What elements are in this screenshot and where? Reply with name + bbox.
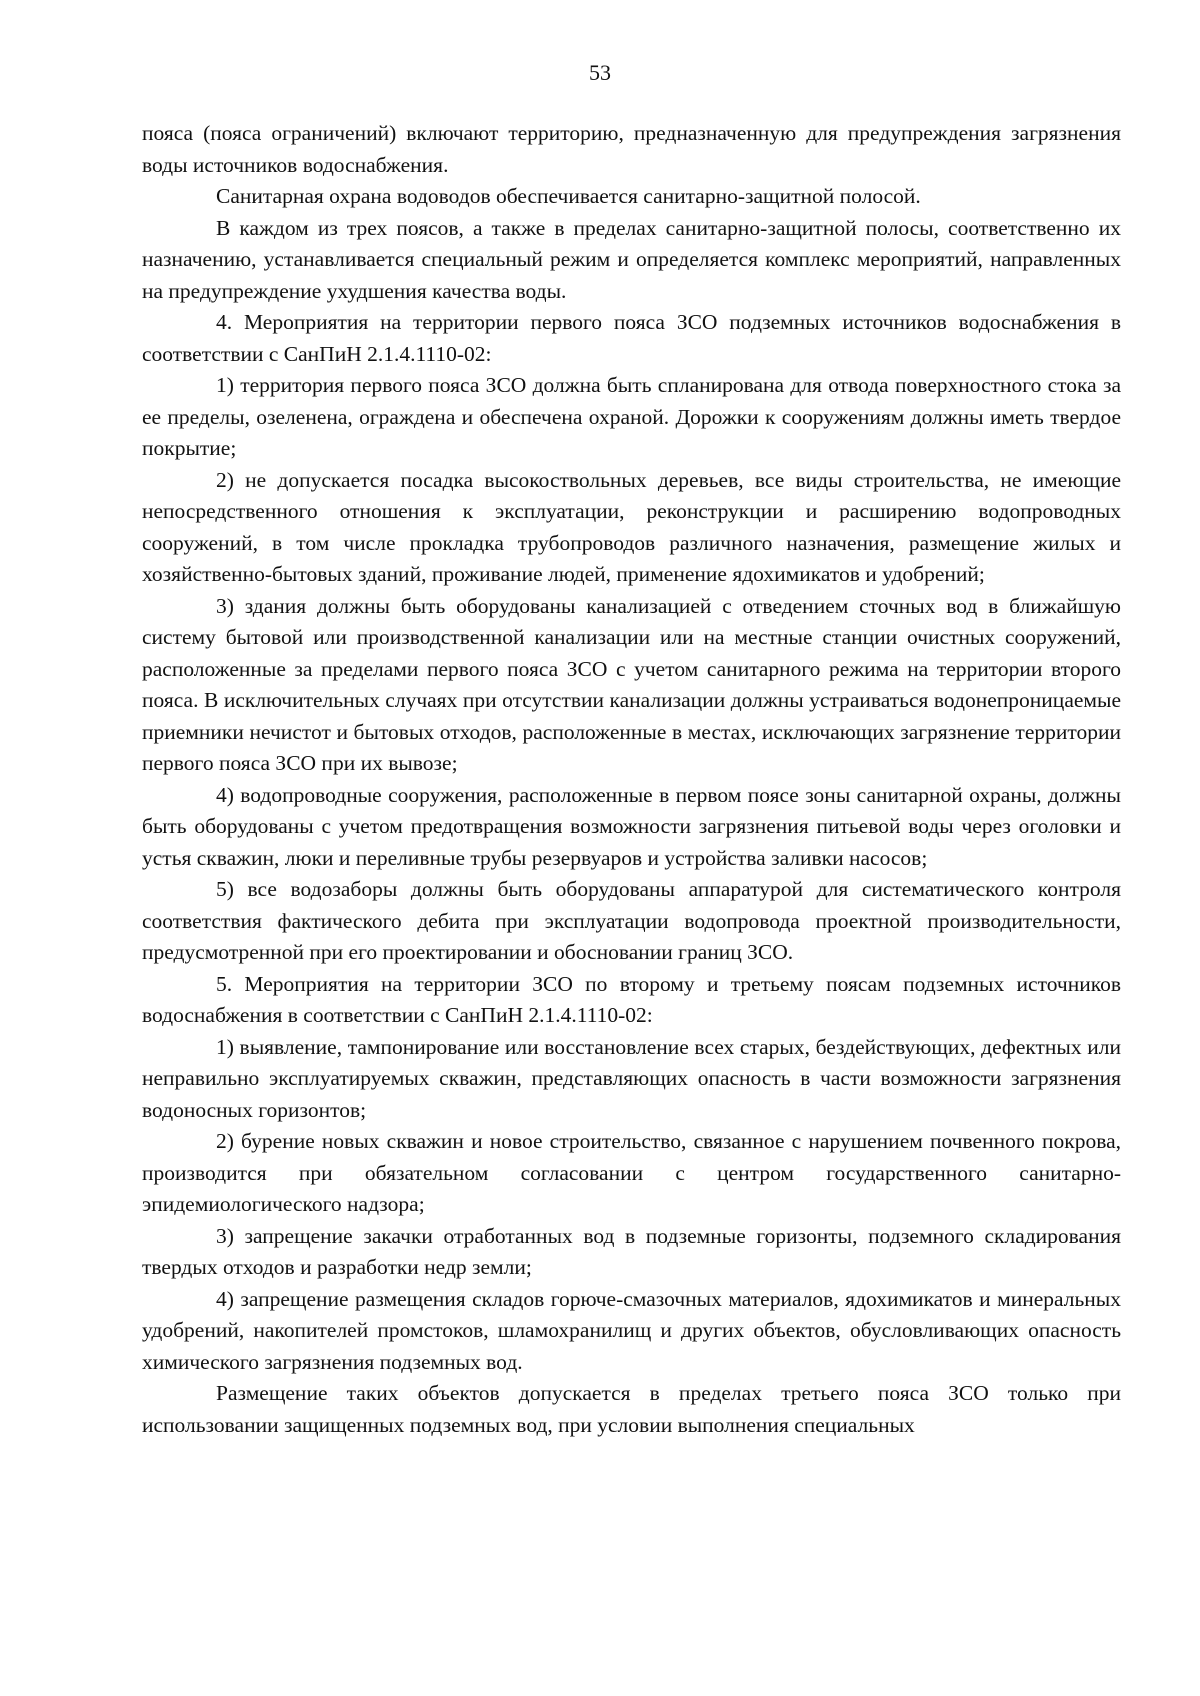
list-item-5-4: 4) запрещение размещения складов горюче-смазочных материалов, ядохимикатов и минеральных удобрений, накопителей промстоков, шламохранилищ и других объектов, обусловливающих опасность химического загрязнения подземных вод. xyxy=(142,1286,1121,1374)
list-item-4-3: 3) здания должны быть оборудованы канализацией с отведением сточных вод в ближайшую систему бытовой или производственной канализации или на местные станции очистных сооружений, расположенные за пределами первого пояса ЗСО с учетом санитарного режима на территории второго пояса. В исключительных случаях при отсутствии канализации должны устраиваться водонепроницаемые приемники нечистот и бытовых отходов, расположенные в местах, исключающих загрязнение территории первого пояса ЗСО при их вывозе; xyxy=(142,593,1121,775)
document-body xyxy=(142,118,1121,1441)
list-item-4-4: 4) водопроводные сооружения, расположенные в первом поясе зоны санитарной охраны, должны быть оборудованы с учетом предотвращения возможности загрязнения питьевой воды через оголовки и устья скважин, люки и переливные трубы резервуаров и устройства заливки насосов; xyxy=(142,782,1121,870)
list-item-5-2: 2) бурение новых скважин и новое строительство, связанное с нарушением почвенного покрова, производится при обязательном согласовании с центром государственного санитарно-эпидемиологического надзора; xyxy=(142,1129,1121,1216)
paragraph-continuation: пояса (пояса ограничений) включают территорию, предназначенную для предупреждения загрязнения воды источников водоснабжения. xyxy=(142,121,1121,177)
list-item-4-1: 1) территория первого пояса ЗСО должна быть спланирована для отвода поверхностного стока за ее пределы, озеленена, ограждена и обеспечена охраной. Дорожки к сооружениям должны иметь твердое покрытие; xyxy=(142,373,1121,460)
list-item-5-3: 3) запрещение закачки отработанных вод в подземные горизонты, подземного складирования твердых отходов и разработки недр земли; xyxy=(142,1223,1121,1279)
list-item-4-5: 5) все водозаборы должны быть оборудованы аппаратурой для систематического контроля соответствия фактического дебита при эксплуатации водопровода проектной производительности, предусмотренной при его проектировании и обосновании границ ЗСО. xyxy=(142,877,1121,964)
paragraph-water-conduits: Санитарная охрана водоводов обеспечивается санитарно-защитной полосой. xyxy=(216,184,921,208)
list-item-5-1: 1) выявление, тампонирование или восстановление всех старых, бездействующих, дефектных или неправильно эксплуатируемых скважин, представляющих опасность в части возможности загрязнения водоносных горизонтов; xyxy=(142,1034,1121,1122)
list-item-4-2: 2) не допускается посадка высокоствольных деревьев, все виды строительства, не имеющие непосредственного отношения к эксплуатации, реконструкции и расширению водопроводных сооружений, в том числе прокладка трубопроводов различного назначения, размещение жилых и хозяйственно-бытовых зданий, проживание людей, применение ядохимикатов и удобрений; xyxy=(142,467,1121,586)
page-number: 53 xyxy=(589,60,611,85)
paragraph-three-belts: В каждом из трех поясов, а также в пределах санитарно-защитной полосы, соответственно их назначению, устанавливается специальный режим и определяется комплекс мероприятий, направленных на предупреждение ухудшения качества воды. xyxy=(142,215,1121,303)
paragraph-section-4-heading: 4. Мероприятия на территории первого пояса ЗСО подземных источников водоснабжения в соответствии с СанПиН 2.1.4.1110-02: xyxy=(142,310,1121,366)
paragraph-placement-conditions: Размещение таких объектов допускается в пределах третьего пояса ЗСО только при использовании защищенных подземных вод, при условии выполнения специальных xyxy=(142,1381,1121,1437)
paragraph-section-5-heading: 5. Мероприятия на территории ЗСО по второму и третьему поясам подземных источников водоснабжения в соответствии с СанПиН 2.1.4.1110-02: xyxy=(142,971,1121,1027)
